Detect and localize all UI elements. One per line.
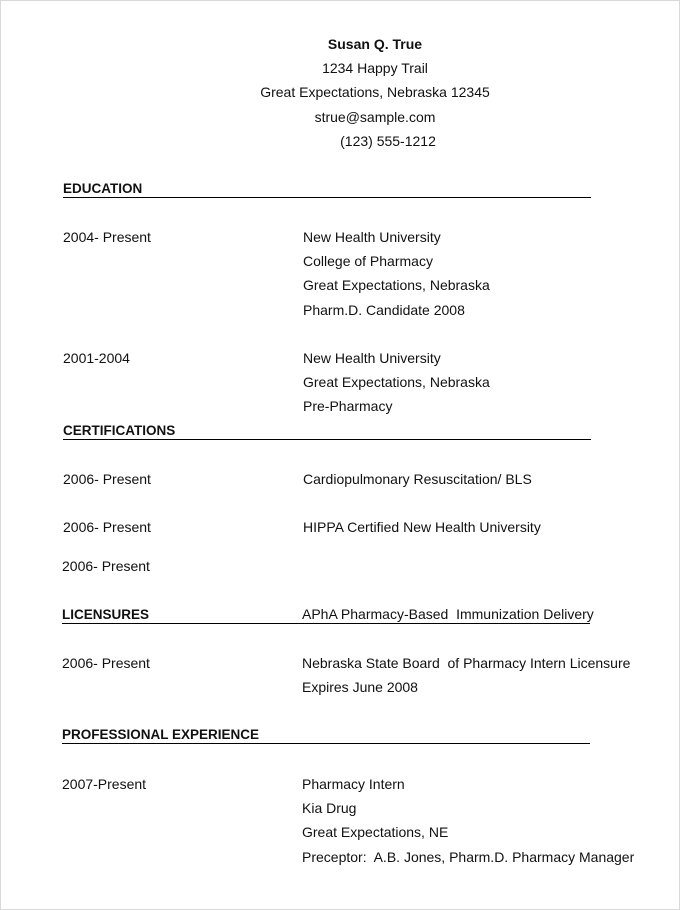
entry-details bbox=[303, 225, 490, 322]
entry-line: Great Expectations, NE bbox=[302, 824, 449, 841]
entry-line: New Health University bbox=[303, 229, 441, 245]
entry-date: 2001-2004 bbox=[63, 350, 130, 366]
entry-line: New Health University bbox=[303, 350, 441, 366]
entry-date: 2006- Present bbox=[62, 558, 150, 574]
entry-line: Kia Drug bbox=[302, 800, 357, 817]
section-title-education: EDUCATION bbox=[63, 181, 591, 198]
entry-line: Expires June 2008 bbox=[302, 679, 418, 696]
section-title-certifications: CERTIFICATIONS bbox=[63, 423, 591, 440]
entry-details bbox=[302, 651, 630, 699]
entry-line: Cardiopulmonary Resuscitation/ BLS bbox=[303, 471, 532, 487]
contact-header bbox=[0, 32, 680, 153]
entry-line: Preceptor: A.B. Jones, Pharm.D. Pharmacy Manager bbox=[302, 848, 635, 865]
entry-line: Pharm.D. Candidate 2008 bbox=[303, 301, 465, 318]
entry-line: College of Pharmacy bbox=[303, 253, 433, 270]
entry-date: 2006- Present bbox=[62, 655, 150, 671]
section-title-experience: PROFESSIONAL EXPERIENCE bbox=[62, 727, 590, 744]
section-title-licensures: LICENSURES bbox=[62, 607, 590, 624]
street-address: 1234 Happy Trail bbox=[322, 60, 428, 77]
entry-details bbox=[303, 515, 541, 539]
entry-date: 2004- Present bbox=[63, 229, 151, 245]
email-address: strue@sample.com bbox=[314, 108, 436, 125]
entry-line: Pre-Pharmacy bbox=[303, 398, 393, 415]
entry-details bbox=[302, 772, 634, 869]
entry-line: HIPPA Certified New Health University bbox=[303, 519, 541, 535]
education-section bbox=[63, 181, 591, 415]
phone-number: (123) 555-1212 bbox=[340, 132, 436, 149]
entry-details bbox=[303, 467, 532, 491]
licensures-section bbox=[62, 607, 631, 696]
entry-date: 2006- Present bbox=[63, 519, 151, 535]
candidate-name: Susan Q. True bbox=[327, 36, 423, 52]
entry-line: Great Expectations, Nebraska bbox=[303, 374, 490, 391]
entry-date: 2007-Present bbox=[62, 776, 147, 792]
entry-line: Nebraska State Board of Pharmacy Intern Licensure bbox=[302, 655, 631, 671]
entry-line: Pharmacy Intern bbox=[302, 776, 405, 792]
experience-section bbox=[62, 727, 635, 865]
city-state-zip: Great Expectations, Nebraska 12345 bbox=[260, 84, 490, 101]
entry-line: Great Expectations, Nebraska bbox=[303, 277, 490, 294]
entry-date: 2006- Present bbox=[63, 471, 151, 487]
entry-details bbox=[303, 346, 490, 419]
entry-line: APhA Pharmacy-Based Immunization Delivery bbox=[302, 606, 594, 623]
